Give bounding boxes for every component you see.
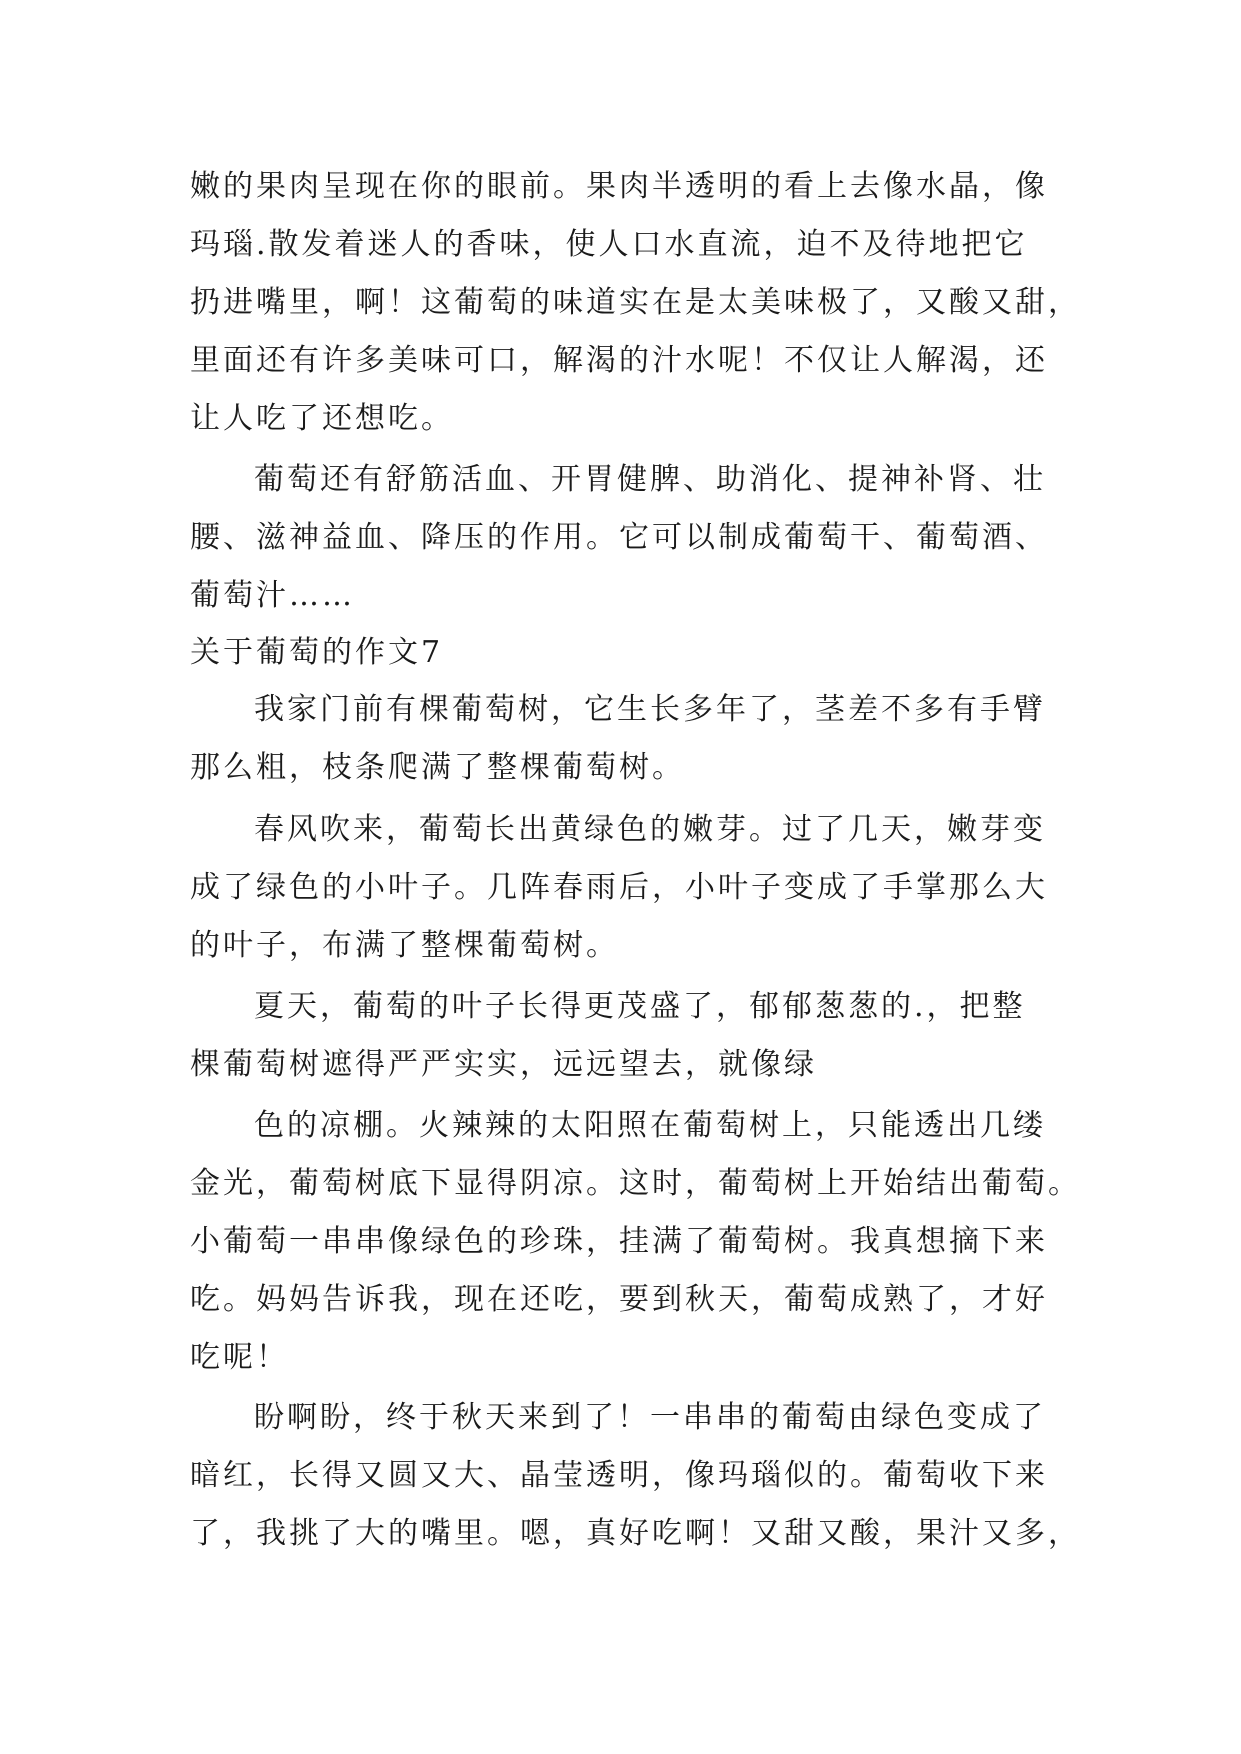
text-line: 那么粗，枝条爬满了整棵葡萄树。 [190,750,685,785]
text-line: 吃呢！ [190,1340,289,1375]
text-line: 扔进嘴里，啊！这葡萄的味道实在是太美味极了，又酸又甜， [190,285,1081,320]
text-line: 盼啊盼，终于秋天来到了！一串串的葡萄由绿色变成了 [254,1400,1046,1435]
text-line: 葡萄汁…… [190,578,355,613]
text-line: 暗红，长得又圆又大、晶莹透明，像玛瑙似的。葡萄收下来 [190,1458,1048,1493]
text-line: 春风吹来，葡萄长出黄绿色的嫩芽。过了几天，嫩芽变 [254,812,1046,847]
text-line: 我家门前有棵葡萄树，它生长多年了，茎差不多有手臂 [254,692,1046,727]
text-line: 小葡萄一串串像绿色的珍珠，挂满了葡萄树。我真想摘下来 [190,1224,1048,1259]
text-line: 夏天，葡萄的叶子长得更茂盛了，郁郁葱葱的.，把整 [254,989,1026,1024]
text-line: 棵葡萄树遮得严严实实，远远望去，就像绿 [190,1047,817,1082]
text-line: 了，我挑了大的嘴里。嗯，真好吃啊！又甜又酸，果汁又多， [190,1516,1081,1551]
text-line: 玛瑙.散发着迷人的香味，使人口水直流，迫不及待地把它 [190,227,1028,262]
text-line: 吃。妈妈告诉我，现在还吃，要到秋天，葡萄成熟了，才好 [190,1282,1048,1317]
text-line: 让人吃了还想吃。 [190,401,454,436]
text-line: 葡萄还有舒筋活血、开胃健脾、助消化、提神补肾、壮 [254,462,1046,497]
text-line: 嫩的果肉呈现在你的眼前。果肉半透明的看上去像水晶，像 [190,169,1048,204]
text-line: 腰、滋神益血、降压的作用。它可以制成葡萄干、葡萄酒、 [190,520,1048,555]
text-line: 金光，葡萄树底下显得阴凉。这时，葡萄树上开始结出葡萄。 [190,1166,1081,1201]
text-line: 色的凉棚。火辣辣的太阳照在葡萄树上，只能透出几缕 [254,1108,1046,1143]
section-heading: 关于葡萄的作文7 [190,635,444,670]
text-line: 里面还有许多美味可口，解渴的汁水呢！不仅让人解渴，还 [190,343,1048,378]
text-line: 成了绿色的小叶子。几阵春雨后，小叶子变成了手掌那么大 [190,870,1048,905]
text-line: 的叶子，布满了整棵葡萄树。 [190,928,619,963]
